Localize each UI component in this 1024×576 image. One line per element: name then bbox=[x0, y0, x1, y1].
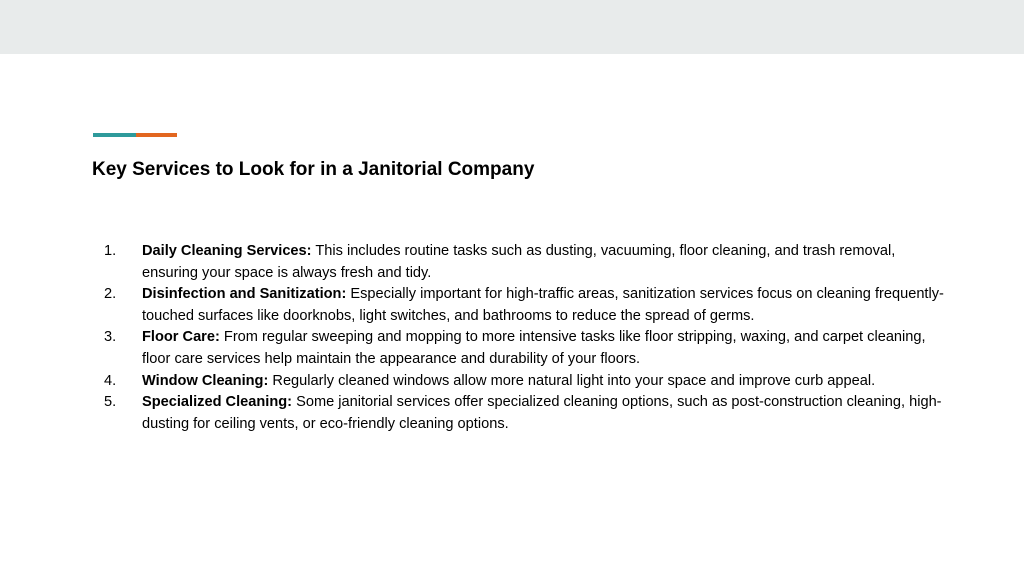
list-item-text: This includes routine tasks such as dusting, vacuuming, floor cleaning, and trash removal, ensuring your space is always fresh and tidy. bbox=[142, 243, 896, 281]
list-item bbox=[104, 327, 954, 370]
list-item-label: Daily Cleaning Services: bbox=[142, 243, 312, 259]
list-item-label: Specialized Cleaning: bbox=[142, 394, 293, 411]
title-accent-bar bbox=[93, 133, 177, 137]
list-item-label: Window Cleaning: bbox=[142, 372, 269, 389]
slide-title: Key Services to Look for in a Janitorial Company bbox=[92, 159, 535, 180]
services-list bbox=[104, 241, 954, 435]
list-item bbox=[104, 371, 954, 393]
list-item-text: From regular sweeping and mopping to more intensive tasks like floor stripping, waxing, and carpet cleaning, floor care services help maintain the appearance and durability of your floors. bbox=[142, 329, 926, 367]
list-item-text: Regularly cleaned windows allow more natural light into your space and improve curb appeal. bbox=[272, 372, 876, 389]
list-item-label: Floor Care: bbox=[142, 329, 220, 346]
list-item-body bbox=[142, 392, 954, 435]
list-item-number: 2. bbox=[104, 286, 117, 303]
list-item bbox=[104, 284, 954, 327]
list-item-body bbox=[142, 371, 954, 393]
list-item bbox=[104, 392, 954, 435]
list-item-number: 3. bbox=[104, 329, 117, 346]
accent-bar-orange-segment bbox=[136, 133, 177, 137]
header-band bbox=[0, 0, 1024, 54]
list-item-body bbox=[142, 327, 954, 370]
list-item-number: 1. bbox=[104, 243, 117, 259]
accent-bar-teal-segment bbox=[93, 133, 136, 137]
list-item-label: Disinfection and Sanitization: bbox=[142, 286, 347, 303]
list-item-text: Some janitorial services offer specialized cleaning options, such as post-construction cleaning, high-dusting for ceiling vents, or eco-friendly cleaning options. bbox=[142, 394, 942, 432]
list-item-text: Especially important for high-traffic areas, sanitization services focus on cleaning frequently-touched surfaces like doorknobs, light switches, and bathrooms to reduce the spread of germs. bbox=[142, 286, 944, 324]
list-item-number: 5. bbox=[104, 394, 117, 411]
list-item-body bbox=[142, 241, 954, 284]
list-item-body bbox=[142, 284, 954, 327]
list-item-number: 4. bbox=[104, 372, 117, 389]
list-item bbox=[104, 241, 954, 284]
